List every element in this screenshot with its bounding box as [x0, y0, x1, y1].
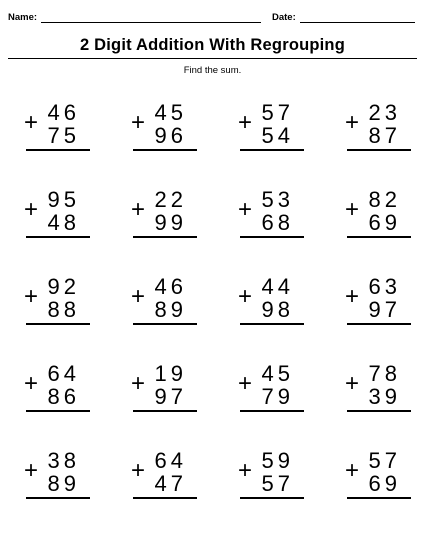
addition-problem	[129, 361, 199, 421]
addend-top: 92	[47, 274, 80, 299]
plus-sign: +	[131, 457, 146, 484]
addend-top: 44	[261, 274, 294, 299]
addend-bottom: 68	[261, 210, 294, 235]
addition-problem	[343, 274, 413, 334]
answer-line[interactable]	[347, 149, 411, 151]
addition-problem	[236, 100, 306, 160]
answer-line[interactable]	[133, 497, 197, 499]
addition-problem	[22, 448, 92, 508]
addend-top: 45	[154, 100, 187, 125]
addition-problem	[129, 100, 199, 160]
addend-top: 64	[47, 361, 80, 386]
worksheet-title: 2 Digit Addition With Regrouping	[79, 36, 345, 54]
answer-line[interactable]	[26, 236, 90, 238]
answer-line[interactable]	[133, 149, 197, 151]
problem-grid	[22, 100, 412, 535]
addend-top: 64	[154, 448, 187, 473]
addition-problem	[22, 100, 92, 160]
date-label: Date:	[272, 12, 296, 23]
addend-bottom: 54	[261, 123, 294, 148]
addend-bottom: 99	[154, 210, 187, 235]
date-blank-line[interactable]	[300, 12, 415, 23]
addend-bottom: 89	[154, 297, 187, 322]
addend-bottom: 48	[47, 210, 80, 235]
plus-sign: +	[345, 109, 360, 136]
plus-sign: +	[24, 196, 39, 223]
name-field	[8, 12, 261, 23]
answer-line[interactable]	[240, 236, 304, 238]
addition-problem	[129, 448, 199, 508]
plus-sign: +	[131, 109, 146, 136]
addition-problem	[343, 448, 413, 508]
addend-top: 38	[47, 448, 80, 473]
answer-line[interactable]	[26, 323, 90, 325]
plus-sign: +	[24, 283, 39, 310]
addend-top: 59	[261, 448, 294, 473]
addend-bottom: 98	[261, 297, 294, 322]
plus-sign: +	[238, 370, 253, 397]
name-label: Name:	[8, 12, 38, 23]
addend-bottom: 96	[154, 123, 187, 148]
answer-line[interactable]	[347, 497, 411, 499]
answer-line[interactable]	[133, 236, 197, 238]
addend-bottom: 47	[154, 471, 187, 496]
plus-sign: +	[131, 196, 146, 223]
addend-top: 78	[368, 361, 401, 386]
answer-line[interactable]	[240, 149, 304, 151]
addition-problem	[129, 187, 199, 247]
answer-line[interactable]	[133, 410, 197, 412]
addend-top: 22	[154, 187, 187, 212]
instructions-text: Find the sum.	[183, 65, 242, 76]
addend-top: 23	[368, 100, 401, 125]
addition-problem	[22, 361, 92, 421]
plus-sign: +	[131, 370, 146, 397]
addition-problem	[236, 361, 306, 421]
addend-top: 57	[261, 100, 294, 125]
addend-bottom: 69	[368, 471, 401, 496]
addition-problem	[22, 187, 92, 247]
plus-sign: +	[345, 196, 360, 223]
answer-line[interactable]	[240, 323, 304, 325]
addend-top: 53	[261, 187, 294, 212]
addend-bottom: 57	[261, 471, 294, 496]
plus-sign: +	[345, 370, 360, 397]
addend-bottom: 97	[154, 384, 187, 409]
addend-top: 45	[261, 361, 294, 386]
addition-problem	[22, 274, 92, 334]
plus-sign: +	[238, 109, 253, 136]
addend-bottom: 79	[261, 384, 294, 409]
addend-top: 46	[154, 274, 187, 299]
plus-sign: +	[345, 457, 360, 484]
addend-bottom: 89	[47, 471, 80, 496]
plus-sign: +	[24, 109, 39, 136]
answer-line[interactable]	[26, 149, 90, 151]
addition-problem	[236, 187, 306, 247]
addend-bottom: 69	[368, 210, 401, 235]
answer-line[interactable]	[26, 410, 90, 412]
answer-line[interactable]	[347, 236, 411, 238]
addend-bottom: 87	[368, 123, 401, 148]
addend-bottom: 97	[368, 297, 401, 322]
addition-problem	[343, 187, 413, 247]
addend-top: 57	[368, 448, 401, 473]
addition-problem	[343, 100, 413, 160]
addend-top: 63	[368, 274, 401, 299]
addend-top: 82	[368, 187, 401, 212]
plus-sign: +	[345, 283, 360, 310]
plus-sign: +	[238, 196, 253, 223]
plus-sign: +	[131, 283, 146, 310]
addend-top: 19	[154, 361, 187, 386]
addend-bottom: 39	[368, 384, 401, 409]
addend-top: 46	[47, 100, 80, 125]
answer-line[interactable]	[240, 497, 304, 499]
addition-problem	[343, 361, 413, 421]
addend-bottom: 75	[47, 123, 80, 148]
plus-sign: +	[24, 370, 39, 397]
answer-line[interactable]	[26, 497, 90, 499]
plus-sign: +	[238, 283, 253, 310]
name-blank-line[interactable]	[41, 12, 261, 23]
answer-line[interactable]	[347, 323, 411, 325]
answer-line[interactable]	[133, 323, 197, 325]
date-field	[272, 12, 415, 23]
worksheet-header	[8, 12, 417, 26]
addition-problem	[236, 448, 306, 508]
plus-sign: +	[238, 457, 253, 484]
plus-sign: +	[24, 457, 39, 484]
title-divider	[8, 58, 417, 59]
addition-problem	[129, 274, 199, 334]
addition-problem	[236, 274, 306, 334]
addend-bottom: 86	[47, 384, 80, 409]
addend-top: 95	[47, 187, 80, 212]
answer-line[interactable]	[347, 410, 411, 412]
answer-line[interactable]	[240, 410, 304, 412]
addend-bottom: 88	[47, 297, 80, 322]
